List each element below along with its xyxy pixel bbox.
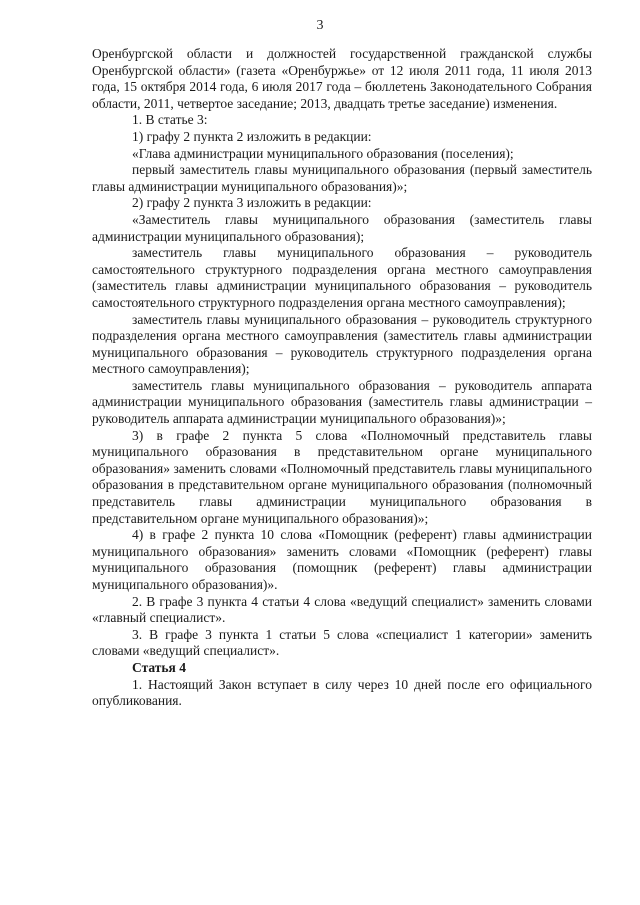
page-number: 3 — [316, 18, 324, 33]
paragraph-quote-deputy: «Заместитель главы муниципального образования (заместитель главы администрации муниципального образования); — [92, 211, 592, 244]
paragraph-item-article3: 1. В статье 3: — [132, 112, 208, 128]
paragraph-subitem-2: 2) графу 2 пункта 3 изложить в редакции: — [132, 195, 372, 211]
paragraph-subitem-1: 1) графу 2 пункта 2 изложить в редакции: — [132, 128, 372, 144]
paragraph-item-3: 3. В графе 3 пункта 1 статьи 5 слова «специалист 1 категории» заменить словами «ведущий специалист». — [92, 626, 592, 659]
paragraph-quote-deputy-independent-unit: заместитель главы муниципального образования – руководитель самостоятельного структурного подразделения органа местного самоуправления (заместитель главы администрации муниципального образования – руководитель самостоятельного структурного подразделения органа местного самоуправления); — [92, 245, 592, 310]
paragraph-subitem-3: 3) в графе 2 пункта 5 слова «Полномочный представитель главы муниципального образования в представительном органе муниципального образования» заменить словами «Полномочный представитель главы муниципального образования в представительном органе муниципального образования (полномочный представитель главы администрации муниципального образования в представительном органе муниципального образования)»; — [92, 427, 592, 526]
paragraph-quote-head: «Глава администрации муниципального образования (поселения); — [132, 145, 514, 161]
article-4-heading: Статья 4 — [132, 659, 186, 675]
paragraph-quote-deputy-unit: заместитель главы муниципального образования – руководитель структурного подразделения органа местного самоуправления (заместитель главы администрации муниципального образования – руководитель структурного подразделения органа местного самоуправления); — [92, 311, 592, 377]
paragraph-continuation: Оренбургской области и должностей государственной гражданской службы Оренбургской области» (газета «Оренбуржье» от 12 июля 2011 года, 11 июля 2013 года, 15 октября 2014 года, 6 июля 2017 года – бюллетень Законодательного Собрания области, 2011, четвертое заседание; 2013, двадцать третье заседание) изменения. — [92, 46, 592, 111]
paragraph-subitem-4: 4) в графе 2 пункта 10 слова «Помощник (референт) главы администрации муниципального образования» заменить словами «Помощник (референт) главы муниципального образования (помощник (референт) главы администрации муниципального образования)». — [92, 527, 592, 592]
article-4-paragraph-1: 1. Настоящий Закон вступает в силу через 10 дней после его официального опубликования. — [92, 676, 592, 709]
paragraph-quote-first-deputy: первый заместитель главы муниципального образования (первый заместитель главы администрации муниципального образования)»; — [92, 162, 592, 194]
document-body — [92, 46, 592, 710]
paragraph-quote-deputy-apparatus: заместитель главы муниципального образования – руководитель аппарата администрации муниципального образования (заместитель главы администрации – руководитель аппарата администрации муниципального образования)»; — [92, 377, 592, 427]
paragraph-item-2: 2. В графе 3 пункта 4 статьи 4 слова «ведущий специалист» заменить словами «главный специалист». — [92, 593, 592, 626]
